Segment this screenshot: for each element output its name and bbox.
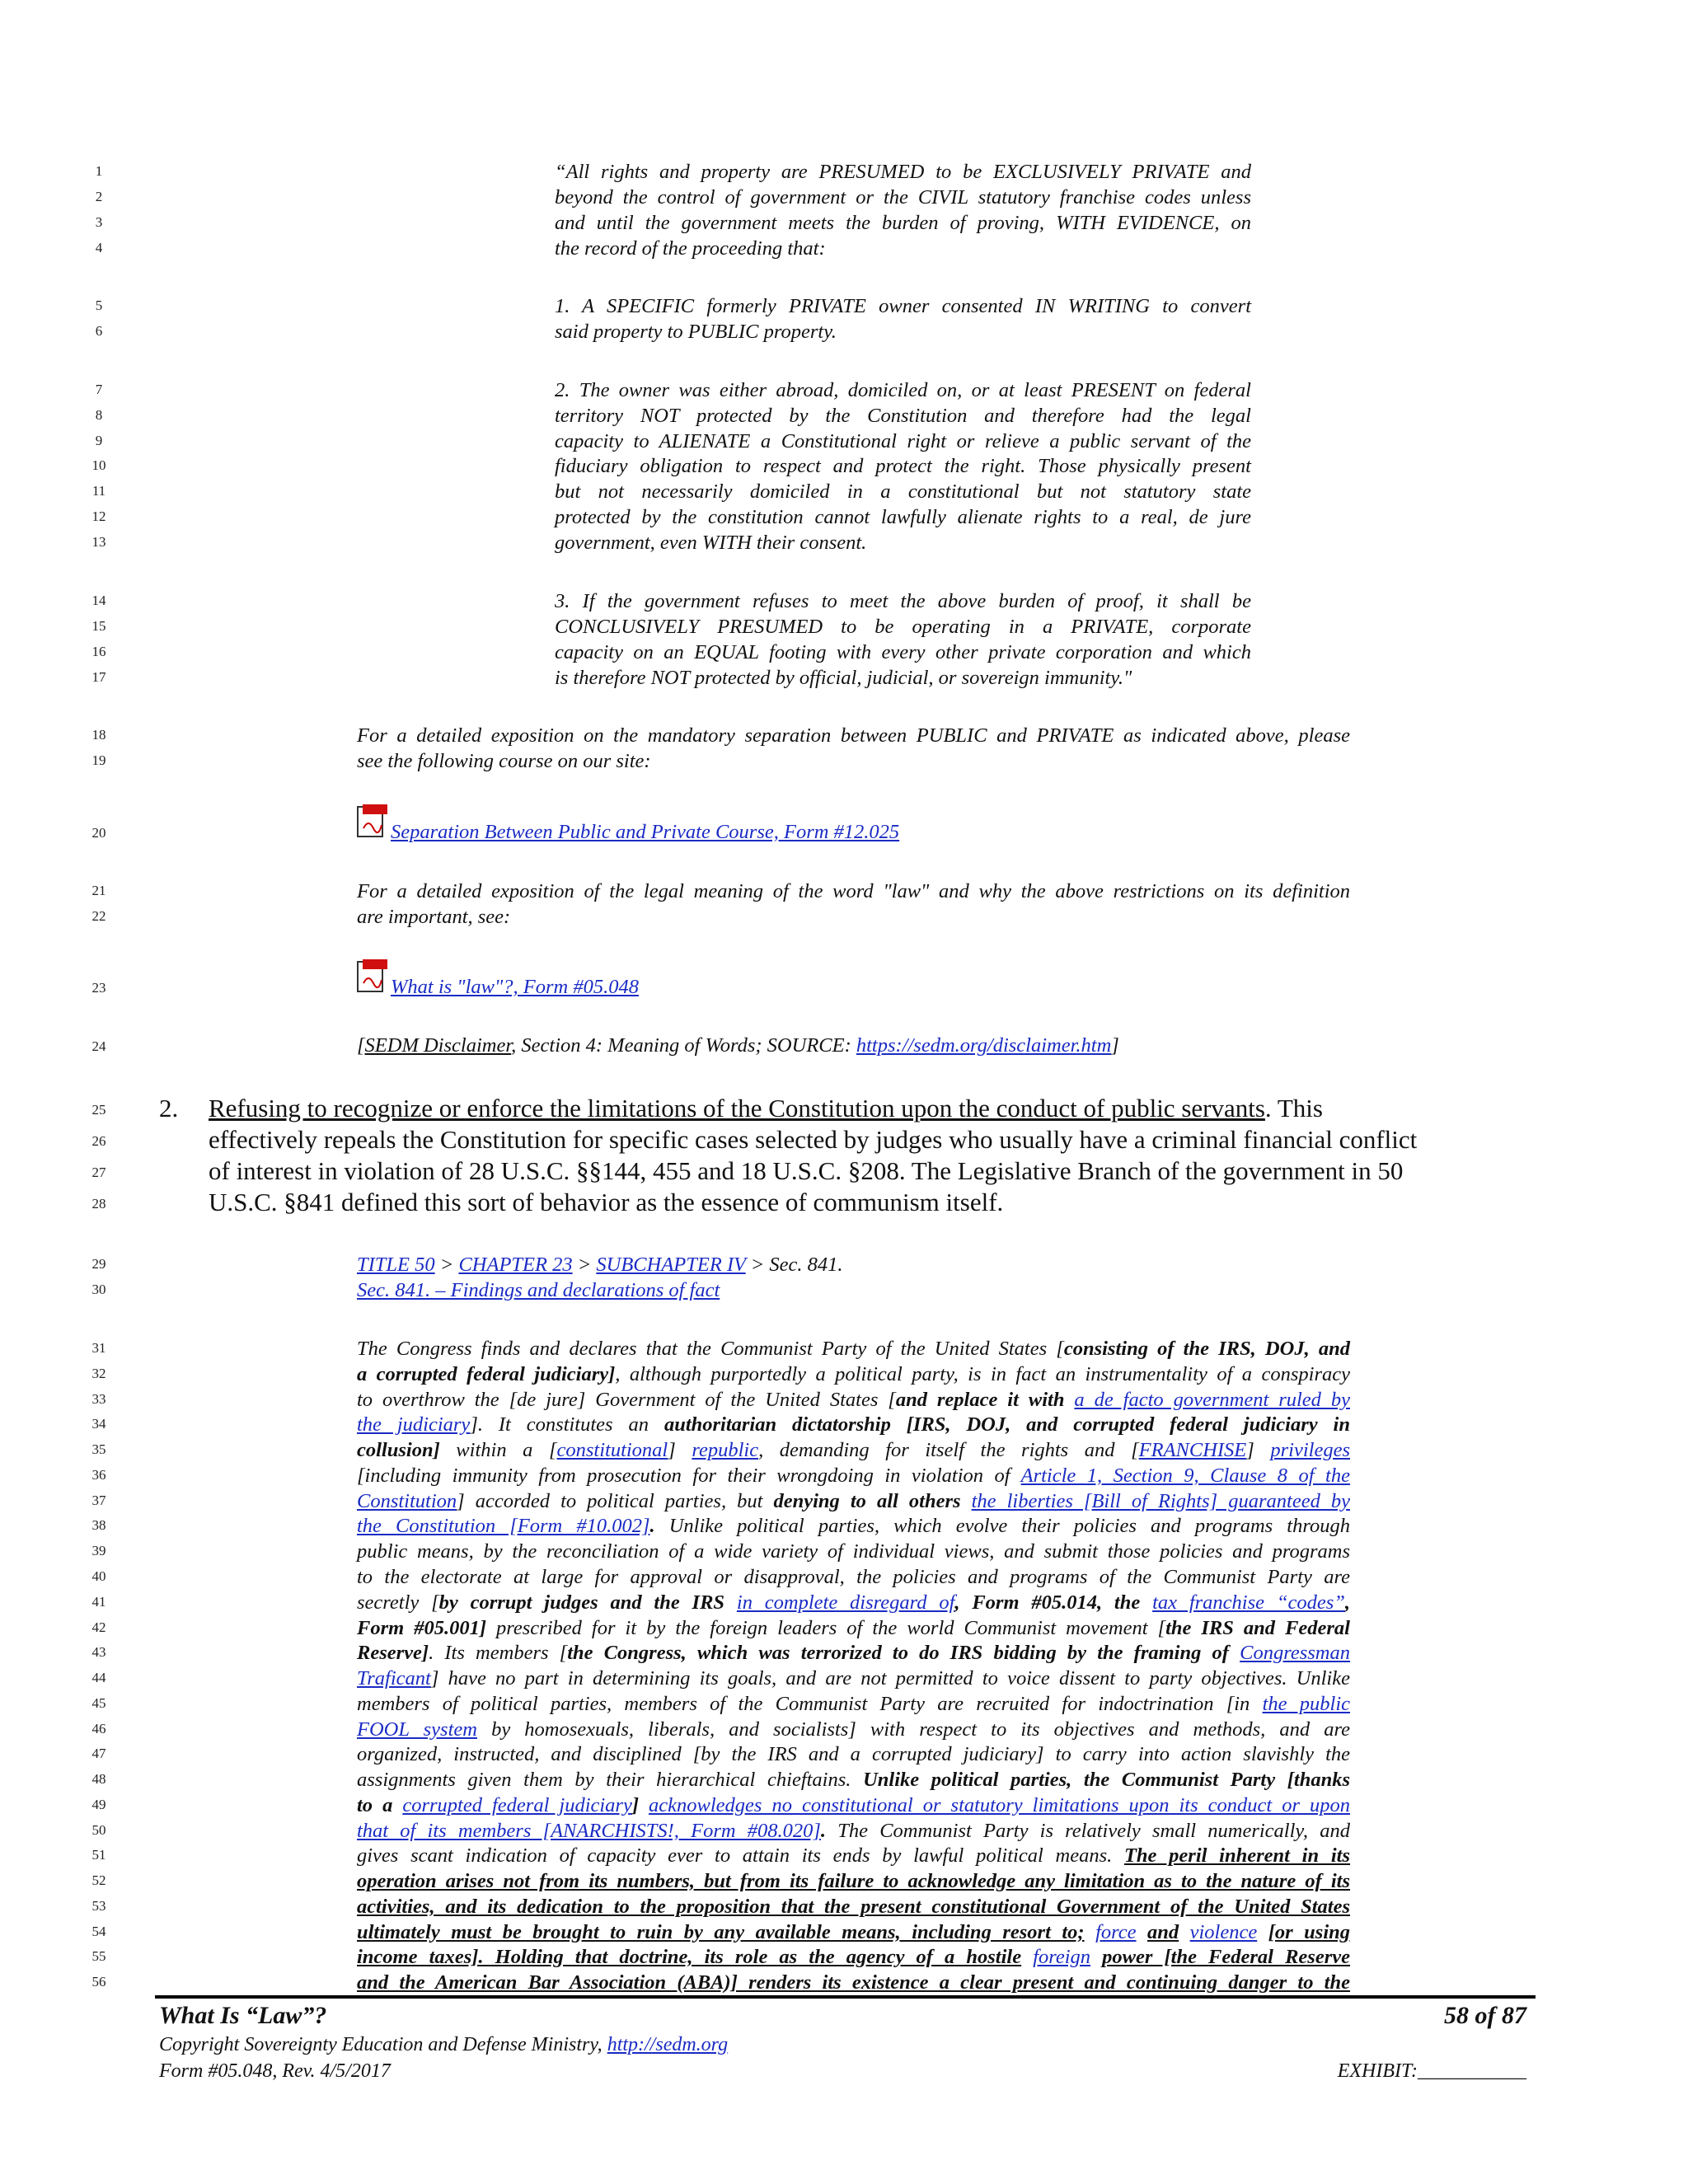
item-text: . This [1264, 1094, 1323, 1122]
text-line: Reserve]. Its members [the Congress, which was terrorized to do IRS bidding by the framing of Congressman [357, 1642, 1350, 1664]
line-number: 32 [91, 1366, 106, 1381]
line-number: 15 [91, 618, 106, 634]
quote-line: 1. A SPECIFIC formerly PRIVATE owner consented IN WRITING to convert [555, 295, 1251, 317]
text-line: the Constitution [Form #10.002]. Unlike political parties, which evolve their policies and programs through [357, 1515, 1350, 1537]
paragraph-line: For a detailed exposition of the legal meaning of the word "law" and why the above restrictions on its definition [357, 880, 1350, 902]
text-line: to a corrupted federal judiciary] acknowledges no constitutional or statutory limitations upon its conduct or upon [357, 1794, 1351, 1816]
line-number: 47 [91, 1746, 106, 1761]
text-line: income taxes]. Holding that doctrine, its role as the agency of a hostile foreign power [the Federal Reserve [357, 1946, 1350, 1968]
line-number: 21 [91, 883, 106, 898]
breadcrumb-subchapter-link[interactable]: SUBCHAPTER IV [596, 1254, 746, 1276]
item-heading: Refusing to recognize or enforce the limitations of the Constitution upon the conduct of public servants [209, 1094, 1265, 1122]
quote-line: capacity on an EQUAL footing with every other private corporation and which [555, 641, 1251, 663]
disclaimer-url-link[interactable]: https://sedm.org/disclaimer.htm [856, 1034, 1112, 1057]
text-line: activities, and its dedication to the proposition that the present constitutional Government of the United States [357, 1896, 1350, 1918]
page-number: 58 of 87 [1444, 2002, 1526, 2029]
text-line: gives scant indication of capacity ever to attain its ends by lawful political means. The peril inherent in its [357, 1844, 1351, 1867]
line-number: 36 [91, 1467, 106, 1483]
item-number: 2. [159, 1094, 179, 1122]
paragraph-line: For a detailed exposition on the mandatory separation between PUBLIC and PRIVATE as indicated above, please [357, 724, 1350, 747]
quote-line: said property to PUBLIC property. [555, 321, 837, 343]
text-line: a corrupted federal judiciary], although purportedly a political party, is in fact an instrumentality of a conspiracy [357, 1363, 1350, 1385]
bracket-close: ] [1111, 1034, 1119, 1057]
text-line: collusion] within a [constitutional] republic, demanding for itself the rights and [FRANCHISE] privileges [357, 1439, 1350, 1461]
pdf-icon[interactable] [357, 958, 388, 993]
text-line: organized, instructed, and disciplined [by the IRS and a corrupted judiciary] to carry into action slavishly the [357, 1743, 1350, 1765]
quote-line: 2. The owner was either abroad, domiciled on, or at least PRESENT on federal [555, 379, 1251, 401]
breadcrumb-separator: > [572, 1254, 597, 1276]
line-number: 25 [91, 1102, 106, 1118]
line-number: 50 [91, 1822, 106, 1838]
footer-rule [155, 1995, 1536, 1999]
line-number: 29 [91, 1256, 106, 1272]
line-number: 11 [91, 483, 106, 499]
text-line: operation arises not from its numbers, but from its failure to acknowledge any limitation as to the nature of its [357, 1870, 1350, 1892]
line-number: 4 [95, 240, 103, 255]
quote-line: CONCLUSIVELY PRESUMED to be operating in a PRIVATE, corporate [555, 616, 1251, 638]
text-line: the judiciary]. It constitutes an authoritarian dictatorship [IRS, DOJ, and corrupted federal judiciary in [357, 1413, 1350, 1436]
line-number: 23 [91, 980, 106, 996]
exhibit-label: EXHIBIT:___________ [1337, 2060, 1526, 2082]
line-number: 34 [91, 1416, 106, 1432]
sedm-disclaimer-line [357, 1033, 1119, 1058]
line-number: 16 [91, 644, 106, 659]
breadcrumb-current: > Sec. 841. [745, 1254, 843, 1276]
line-number: 1 [95, 163, 103, 179]
text-line: FOOL system by homosexuals, liberals, and socialists] with respect to its objectives and methods, and are [357, 1718, 1351, 1741]
line-number: 52 [91, 1872, 106, 1888]
quote-line: and until the government meets the burden of proving, WITH EVIDENCE, on [555, 212, 1251, 234]
quote-line: the record of the proceeding that: [555, 237, 826, 260]
line-number: 20 [91, 825, 106, 841]
text-line: members of political parties, members of the Communist Party are recruited for indoctrination [in the public [357, 1693, 1350, 1715]
line-number: 45 [91, 1695, 106, 1711]
separation-course-link[interactable]: Separation Between Public and Private Course, Form #12.025 [391, 821, 900, 843]
line-number: 31 [91, 1340, 106, 1356]
line-number: 55 [91, 1948, 106, 1964]
line-number: 51 [91, 1847, 106, 1863]
quote-line: 3. If the government refuses to meet the above burden of proof, it shall be [555, 590, 1251, 612]
quote-line: is therefore NOT protected by official, judicial, or sovereign immunity." [555, 667, 1132, 689]
line-number: 48 [91, 1771, 106, 1787]
text-line: ultimately must be brought to ruin by any available means, including resort to; force and violence [or using [357, 1921, 1351, 1943]
pdf-icon[interactable] [357, 804, 388, 838]
text-line: to overthrow the [de jure] Government of the United States [and replace it with a de facto government ruled by [357, 1389, 1350, 1411]
text-line: Traficant] have no part in determining its goals, and are not permitted to voice dissent to party objectives. Unlike [357, 1667, 1350, 1690]
paragraph-line: see the following course on our site: [357, 750, 651, 772]
text-line: secretly [by corrupt judges and the IRS in complete disregard of, Form #05.014, the tax franchise “codes”, [357, 1591, 1351, 1614]
line-number: 8 [95, 407, 103, 423]
paragraph-line: are important, see: [357, 906, 511, 928]
item-line [209, 1093, 1323, 1124]
breadcrumb-title-link[interactable]: TITLE 50 [357, 1254, 435, 1276]
line-number: 9 [95, 433, 103, 448]
quote-line: fiduciary obligation to respect and protect the right. Those physically present [555, 455, 1251, 477]
footer-copyright [159, 2034, 728, 2056]
text-line: to the electorate at large for approval or disapproval, the policies and programs of the Communist Party are [357, 1566, 1350, 1588]
quote-line: beyond the control of government or the CIVIL statutory franchise codes unless [555, 186, 1251, 209]
item-line: effectively repeals the Constitution for specific cases selected by judges who usually have a criminal financial conflict [209, 1125, 1418, 1154]
line-number: 26 [91, 1133, 106, 1149]
line-number: 43 [91, 1644, 106, 1660]
line-number: 5 [95, 298, 103, 313]
line-number: 44 [91, 1670, 106, 1685]
footer-form: Form #05.048, Rev. 4/5/2017 [159, 2060, 391, 2082]
quote-line: “All rights and property are PRESUMED to be EXCLUSIVELY PRIVATE and [555, 161, 1251, 183]
copyright-text: Copyright Sovereignty Education and Defense Ministry, [159, 2034, 607, 2055]
sedm-site-link[interactable]: http://sedm.org [607, 2034, 729, 2055]
item-line: U.S.C. §841 defined this sort of behavior as the essence of communism itself. [209, 1188, 1004, 1216]
line-number: 53 [91, 1898, 106, 1914]
line-number: 28 [91, 1196, 106, 1212]
section-841-link[interactable]: Sec. 841. – Findings and declarations of fact [357, 1279, 720, 1301]
line-number: 38 [91, 1517, 106, 1533]
text-line: that of its members [ANARCHISTS!, Form #08.020]. The Communist Party is relatively small numerically, and [357, 1820, 1350, 1842]
breadcrumb-separator: > [434, 1254, 459, 1276]
text-line: Form #05.001] prescribed for it by the foreign leaders of the world Communist movement [the IRS and Federal [357, 1617, 1350, 1639]
quote-line: but not necessarily domiciled in a constitutional but not statutory state [555, 480, 1251, 503]
line-number: 49 [91, 1797, 106, 1812]
what-is-law-link[interactable]: What is "law"?, Form #05.048 [391, 976, 639, 998]
line-number: 30 [91, 1282, 106, 1297]
text-line: assignments given them by their hierarchical chieftains. Unlike political parties, the Communist Party [thanks [357, 1769, 1350, 1791]
quote-line: capacity to ALIENATE a Constitutional right or relieve a public servant of the [555, 430, 1251, 452]
bracket-open: [ [357, 1034, 365, 1057]
quote-line: government, even WITH their consent. [555, 532, 867, 554]
quote-line: territory NOT protected by the Constitution and therefore had the legal [555, 405, 1251, 427]
line-number: 14 [91, 593, 106, 608]
line-number: 22 [91, 908, 106, 924]
line-number: 41 [91, 1594, 106, 1610]
text-line: The Congress finds and declares that the Communist Party of the United States [consisting of the IRS, DOJ, and [357, 1338, 1350, 1360]
line-number: 7 [95, 382, 103, 397]
line-number: 18 [91, 727, 106, 743]
footer-title: What Is “Law”? [159, 2002, 327, 2029]
line-number: 33 [91, 1391, 106, 1407]
line-number: 40 [91, 1568, 106, 1584]
quote-line: protected by the constitution cannot lawfully alienate rights to a real, de jure [555, 506, 1251, 528]
disclaimer-text: , Section 4: Meaning of Words; SOURCE: [511, 1034, 856, 1057]
line-number: 13 [91, 534, 106, 550]
line-number: 3 [95, 214, 103, 230]
text-line: public means, by the reconciliation of a wide variety of individual views, and submit those policies and programs [357, 1540, 1350, 1563]
breadcrumb-chapter-link[interactable]: CHAPTER 23 [458, 1254, 573, 1276]
line-number: 42 [91, 1619, 106, 1635]
line-number: 56 [91, 1974, 106, 1990]
line-number: 12 [91, 509, 106, 524]
line-number: 54 [91, 1924, 106, 1939]
line-number: 19 [91, 752, 106, 768]
line-number: 6 [95, 323, 103, 339]
line-number: 24 [91, 1038, 106, 1054]
line-number: 10 [91, 457, 106, 473]
text-line: [including immunity from prosecution for their wrongdoing in violation of Article 1, Section 9, Clause 8 of the [357, 1465, 1350, 1487]
sedm-disclaimer-link[interactable]: SEDM Disclaimer [364, 1034, 512, 1057]
item-line: of interest in violation of 28 U.S.C. §§144, 455 and 18 U.S.C. §208. The Legislative Branch of the government in 50 [209, 1156, 1404, 1185]
line-number: 37 [91, 1493, 106, 1508]
line-number: 46 [91, 1721, 106, 1736]
breadcrumb [357, 1252, 843, 1277]
text-line: and the American Bar Association (ABA)] renders its existence a clear present and continuing danger to the [357, 1971, 1350, 1994]
line-number: 27 [91, 1165, 106, 1180]
line-number: 17 [91, 669, 106, 685]
line-number: 39 [91, 1543, 106, 1558]
line-number: 2 [95, 189, 103, 204]
text-line: Constitution] accorded to political parties, but denying to all others the liberties [Bill of Rights] guaranteed by [357, 1490, 1350, 1512]
line-number: 35 [91, 1441, 106, 1457]
